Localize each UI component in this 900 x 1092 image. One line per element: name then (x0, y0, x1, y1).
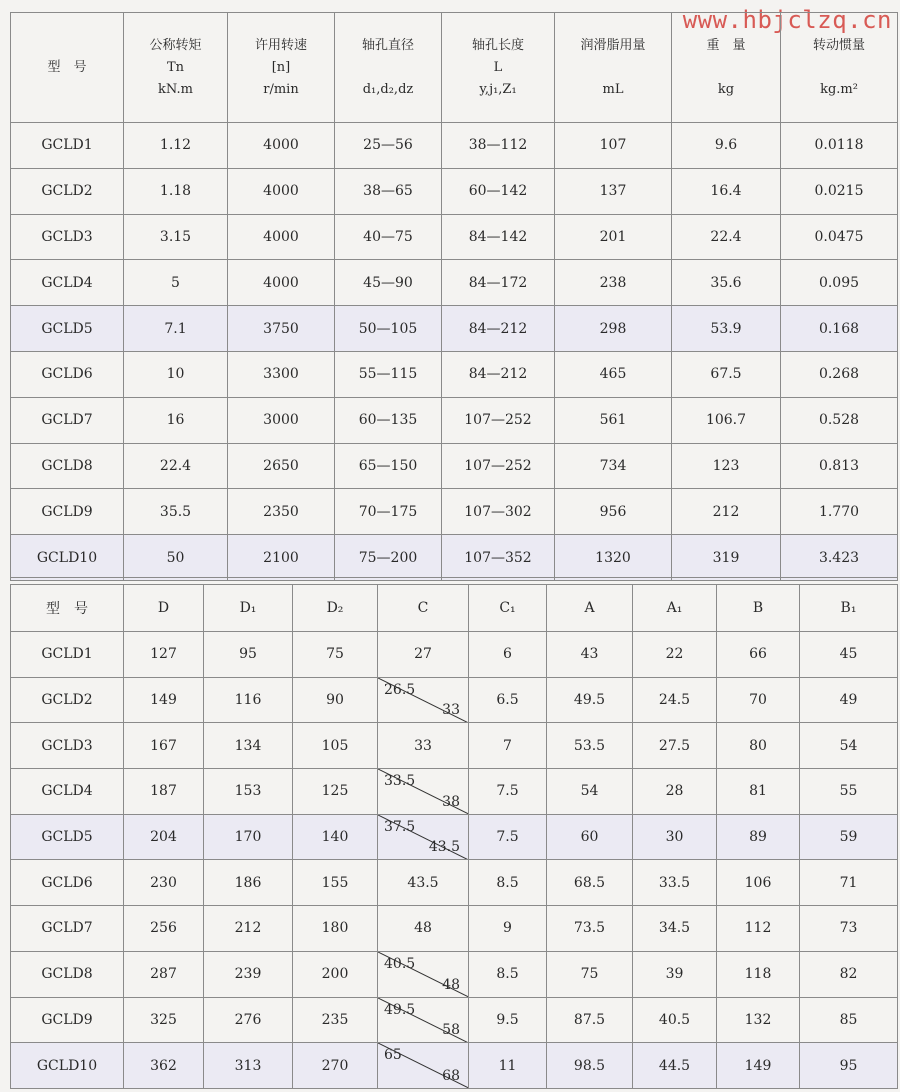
header-line: y,j₁,Z₁ (479, 81, 517, 97)
table-cell: 35.5 (124, 489, 228, 535)
header-dimension: C (378, 585, 469, 632)
table-cell: 43.5 (378, 860, 469, 906)
table-row (11, 397, 898, 443)
table-cell: 85 (800, 997, 898, 1043)
table-row (11, 906, 898, 952)
table-cell: 95 (204, 632, 293, 678)
table-row (11, 1043, 898, 1089)
split-cell (378, 951, 469, 997)
table-cell: 105 (293, 723, 378, 769)
table-cell: 10 (124, 351, 228, 397)
table-cell: 106.7 (672, 397, 781, 443)
table-cell: 70 (717, 677, 800, 723)
header-bore-diameter (335, 13, 442, 123)
table-cell: 43 (547, 632, 633, 678)
table-cell: 362 (124, 1043, 204, 1089)
table-cell: 55—115 (335, 351, 442, 397)
table-cell: 49.5 (547, 677, 633, 723)
table-cell: 7 (469, 723, 547, 769)
model-cell: GCLD9 (11, 489, 124, 535)
table-row (11, 860, 898, 906)
header-line (335, 57, 441, 79)
table-row (11, 997, 898, 1043)
split-value-lower: 43.5 (428, 839, 460, 856)
header-line: 润滑脂用量 (580, 37, 646, 53)
spec-table-bottom (10, 584, 898, 1089)
split-cell (378, 769, 469, 815)
table-row (11, 351, 898, 397)
table-cell: 118 (717, 951, 800, 997)
table-cell: 187 (124, 769, 204, 815)
table-cell: 287 (124, 951, 204, 997)
table-row (11, 306, 898, 352)
table-cell: 7.5 (469, 769, 547, 815)
table-cell: 65—150 (335, 443, 442, 489)
table-cell: 107—352 (442, 535, 555, 581)
table-cell: 45 (800, 632, 898, 678)
table-cell: 1.12 (124, 123, 228, 169)
table-cell: 68.5 (547, 860, 633, 906)
table-cell: 112 (717, 906, 800, 952)
model-cell: GCLD3 (11, 723, 124, 769)
table-cell: 0.813 (781, 443, 898, 489)
header-row (11, 585, 898, 632)
table-cell: 3750 (228, 306, 335, 352)
model-cell: GCLD10 (11, 1043, 124, 1089)
table-cell: 465 (555, 351, 672, 397)
table-cell: 127 (124, 632, 204, 678)
table-cell: 73 (800, 906, 898, 952)
table-cell: 3300 (228, 351, 335, 397)
model-cell: GCLD9 (11, 997, 124, 1043)
table-cell: 67.5 (672, 351, 781, 397)
header-dimension: B₁ (800, 585, 898, 632)
header-line: 轴孔长度 (471, 37, 524, 53)
header-line: 许用转速 (254, 37, 307, 53)
split-cell (378, 1043, 469, 1089)
table-cell: 956 (555, 489, 672, 535)
table-row (11, 677, 898, 723)
table-row (11, 489, 898, 535)
table-cell: 4000 (228, 123, 335, 169)
model-cell: GCLD5 (11, 306, 124, 352)
table-cell: 60—142 (442, 168, 555, 214)
table-cell: 270 (293, 1043, 378, 1089)
table-cell: 201 (555, 214, 672, 260)
header-line: d₁,d₂,dz (362, 81, 414, 97)
model-cell: GCLD2 (11, 677, 124, 723)
model-cell: GCLD1 (11, 123, 124, 169)
split-value-lower: 68 (442, 1067, 460, 1084)
table-cell: 30 (633, 814, 717, 860)
table-cell: 167 (124, 723, 204, 769)
table-cell: 0.0215 (781, 168, 898, 214)
header-line (555, 57, 671, 79)
table-cell: 90 (293, 677, 378, 723)
model-cell: GCLD1 (11, 632, 124, 678)
header-line: 公称转矩 (149, 37, 202, 53)
table-cell: 33 (378, 723, 469, 769)
table-cell: 27 (378, 632, 469, 678)
table-cell: 313 (204, 1043, 293, 1089)
model-cell: GCLD4 (11, 260, 124, 306)
table-cell: 60 (547, 814, 633, 860)
table-cell: 170 (204, 814, 293, 860)
table-cell: 9.5 (469, 997, 547, 1043)
table-cell: 5 (124, 260, 228, 306)
header-line: kg (717, 81, 735, 97)
table-cell: 54 (547, 769, 633, 815)
table-cell: 59 (800, 814, 898, 860)
table-cell: 8.5 (469, 860, 547, 906)
header-weight (672, 13, 781, 123)
table-cell: 123 (672, 443, 781, 489)
table-cell: 73.5 (547, 906, 633, 952)
table-cell: 80 (717, 723, 800, 769)
table-cell: 84—212 (442, 306, 555, 352)
table-cell: 325 (124, 997, 204, 1043)
table-cell: 55 (800, 769, 898, 815)
model-cell: GCLD8 (11, 951, 124, 997)
model-cell: GCLD2 (11, 168, 124, 214)
header-torque (124, 13, 228, 123)
table-cell: 1.770 (781, 489, 898, 535)
table-cell: 28 (633, 769, 717, 815)
split-value-lower: 58 (442, 1022, 460, 1039)
table-cell: 53.5 (547, 723, 633, 769)
table-cell: 319 (672, 535, 781, 581)
table-cell: 180 (293, 906, 378, 952)
table-cell: 66 (717, 632, 800, 678)
table-cell: 149 (717, 1043, 800, 1089)
table-cell: 238 (555, 260, 672, 306)
header-grease (555, 13, 672, 123)
model-cell: GCLD10 (11, 535, 124, 581)
table-cell: 137 (555, 168, 672, 214)
table-cell: 0.528 (781, 397, 898, 443)
site-watermark: www.hbjclzq.cn (682, 6, 892, 34)
table-cell: 256 (124, 906, 204, 952)
table-cell: 9 (469, 906, 547, 952)
table-cell: 132 (717, 997, 800, 1043)
header-model (11, 13, 124, 123)
table-cell: 75—200 (335, 535, 442, 581)
table-cell: 107 (555, 123, 672, 169)
table-cell: 50—105 (335, 306, 442, 352)
table-cell: 8.5 (469, 951, 547, 997)
table-cell: 3.423 (781, 535, 898, 581)
header-line (672, 57, 780, 79)
table-cell: 2350 (228, 489, 335, 535)
table-row (11, 723, 898, 769)
table-cell: 107—252 (442, 397, 555, 443)
table-cell: 3000 (228, 397, 335, 443)
table-cell: 98.5 (547, 1043, 633, 1089)
table-cell: 34.5 (633, 906, 717, 952)
model-cell: GCLD5 (11, 814, 124, 860)
table-cell: 84—212 (442, 351, 555, 397)
table-cell: 39 (633, 951, 717, 997)
header-line (781, 57, 897, 79)
table-cell: 82 (800, 951, 898, 997)
header-line: r/min (263, 81, 299, 97)
header-dimension: D (124, 585, 204, 632)
spec-table-top (10, 12, 898, 581)
table-row (11, 443, 898, 489)
split-cell (378, 677, 469, 723)
table-cell: 0.268 (781, 351, 898, 397)
header-line: [n] (271, 59, 291, 75)
table-row (11, 814, 898, 860)
table-cell: 107—302 (442, 489, 555, 535)
header-line: 重 量 (706, 37, 746, 53)
table-cell: 27.5 (633, 723, 717, 769)
table-cell: 106 (717, 860, 800, 906)
table-cell: 0.095 (781, 260, 898, 306)
table-cell: 60—135 (335, 397, 442, 443)
table-cell: 116 (204, 677, 293, 723)
table-cell: 16 (124, 397, 228, 443)
table-cell: 125 (293, 769, 378, 815)
split-value-upper: 40.5 (384, 955, 416, 972)
table-cell: 38—65 (335, 168, 442, 214)
table-cell: 75 (547, 951, 633, 997)
table-row (11, 951, 898, 997)
table-cell: 3.15 (124, 214, 228, 260)
header-dimension: D₁ (204, 585, 293, 632)
split-value-lower: 33 (442, 702, 460, 719)
split-value-upper: 37.5 (384, 818, 416, 835)
header-line: mL (602, 81, 624, 97)
table-cell: 230 (124, 860, 204, 906)
table-cell: 25—56 (335, 123, 442, 169)
table-cell: 7.1 (124, 306, 228, 352)
table-cell: 22.4 (672, 214, 781, 260)
table-cell: 212 (204, 906, 293, 952)
table-row (11, 260, 898, 306)
model-cell: GCLD6 (11, 351, 124, 397)
header-line: Tn (166, 59, 185, 75)
table-cell: 2650 (228, 443, 335, 489)
model-cell: GCLD6 (11, 860, 124, 906)
table-cell: 33.5 (633, 860, 717, 906)
table-cell: 4000 (228, 168, 335, 214)
table-cell: 107—252 (442, 443, 555, 489)
table-cell: 84—172 (442, 260, 555, 306)
table-cell: 134 (204, 723, 293, 769)
table-cell: 4000 (228, 260, 335, 306)
table-cell: 0.0118 (781, 123, 898, 169)
header-line: 轴孔直径 (361, 37, 414, 53)
table-cell: 38—112 (442, 123, 555, 169)
table-cell: 53.9 (672, 306, 781, 352)
table-cell: 153 (204, 769, 293, 815)
header-line: kg.m² (820, 81, 858, 97)
table-cell: 561 (555, 397, 672, 443)
table-cell: 276 (204, 997, 293, 1043)
header-line: kN.m (158, 81, 193, 97)
header-bore-length (442, 13, 555, 123)
header-line: L (493, 59, 503, 75)
table-cell: 22 (633, 632, 717, 678)
split-value-lower: 38 (442, 793, 460, 810)
table-cell: 9.6 (672, 123, 781, 169)
header-dimension: C₁ (469, 585, 547, 632)
table-cell: 6 (469, 632, 547, 678)
split-value-upper: 33.5 (384, 773, 416, 790)
table-cell: 24.5 (633, 677, 717, 723)
model-cell: GCLD8 (11, 443, 124, 489)
header-dimension: D₂ (293, 585, 378, 632)
table-cell: 44.5 (633, 1043, 717, 1089)
header-dimension: A₁ (633, 585, 717, 632)
table-cell: 149 (124, 677, 204, 723)
model-cell: GCLD4 (11, 769, 124, 815)
table-cell: 4000 (228, 214, 335, 260)
table-cell: 140 (293, 814, 378, 860)
table-cell: 22.4 (124, 443, 228, 489)
split-value-upper: 26.5 (384, 681, 416, 698)
table-cell: 35.6 (672, 260, 781, 306)
header-model: 型 号 (11, 585, 124, 632)
split-value-lower: 48 (442, 976, 460, 993)
table-cell: 6.5 (469, 677, 547, 723)
table-cell: 298 (555, 306, 672, 352)
table-cell: 75 (293, 632, 378, 678)
table-cell: 0.0475 (781, 214, 898, 260)
table-cell: 81 (717, 769, 800, 815)
table-cell: 1320 (555, 535, 672, 581)
table-cell: 16.4 (672, 168, 781, 214)
split-value-upper: 49.5 (384, 1001, 416, 1018)
table-row (11, 769, 898, 815)
table-cell: 71 (800, 860, 898, 906)
header-row (11, 13, 898, 123)
split-value-upper: 65 (384, 1047, 402, 1064)
table-cell: 11 (469, 1043, 547, 1089)
table-cell: 87.5 (547, 997, 633, 1043)
table-row (11, 535, 898, 581)
table-cell: 89 (717, 814, 800, 860)
split-cell (378, 997, 469, 1043)
table-row (11, 123, 898, 169)
model-cell: GCLD3 (11, 214, 124, 260)
table-cell: 7.5 (469, 814, 547, 860)
split-cell (378, 814, 469, 860)
table-cell: 49 (800, 677, 898, 723)
table-cell: 40—75 (335, 214, 442, 260)
table-cell: 50 (124, 535, 228, 581)
table-cell: 70—175 (335, 489, 442, 535)
table-cell: 1.18 (124, 168, 228, 214)
table-cell: 54 (800, 723, 898, 769)
header-dimension: A (547, 585, 633, 632)
table-row (11, 632, 898, 678)
table-row (11, 168, 898, 214)
table-cell: 239 (204, 951, 293, 997)
table-cell: 212 (672, 489, 781, 535)
table-cell: 45—90 (335, 260, 442, 306)
model-cell: GCLD7 (11, 906, 124, 952)
header-line: 转动惯量 (812, 37, 865, 53)
header-dimension: B (717, 585, 800, 632)
table-cell: 186 (204, 860, 293, 906)
table-cell: 0.168 (781, 306, 898, 352)
table-cell: 48 (378, 906, 469, 952)
table-cell: 734 (555, 443, 672, 489)
header-speed (228, 13, 335, 123)
table-cell: 2100 (228, 535, 335, 581)
table-cell: 235 (293, 997, 378, 1043)
header-line: 型 号 (47, 59, 87, 75)
header-inertia (781, 13, 898, 123)
table-cell: 204 (124, 814, 204, 860)
model-cell: GCLD7 (11, 397, 124, 443)
table-row (11, 214, 898, 260)
table-cell: 84—142 (442, 214, 555, 260)
table-cell: 155 (293, 860, 378, 906)
table-cell: 95 (800, 1043, 898, 1089)
table-cell: 40.5 (633, 997, 717, 1043)
table-cell: 200 (293, 951, 378, 997)
